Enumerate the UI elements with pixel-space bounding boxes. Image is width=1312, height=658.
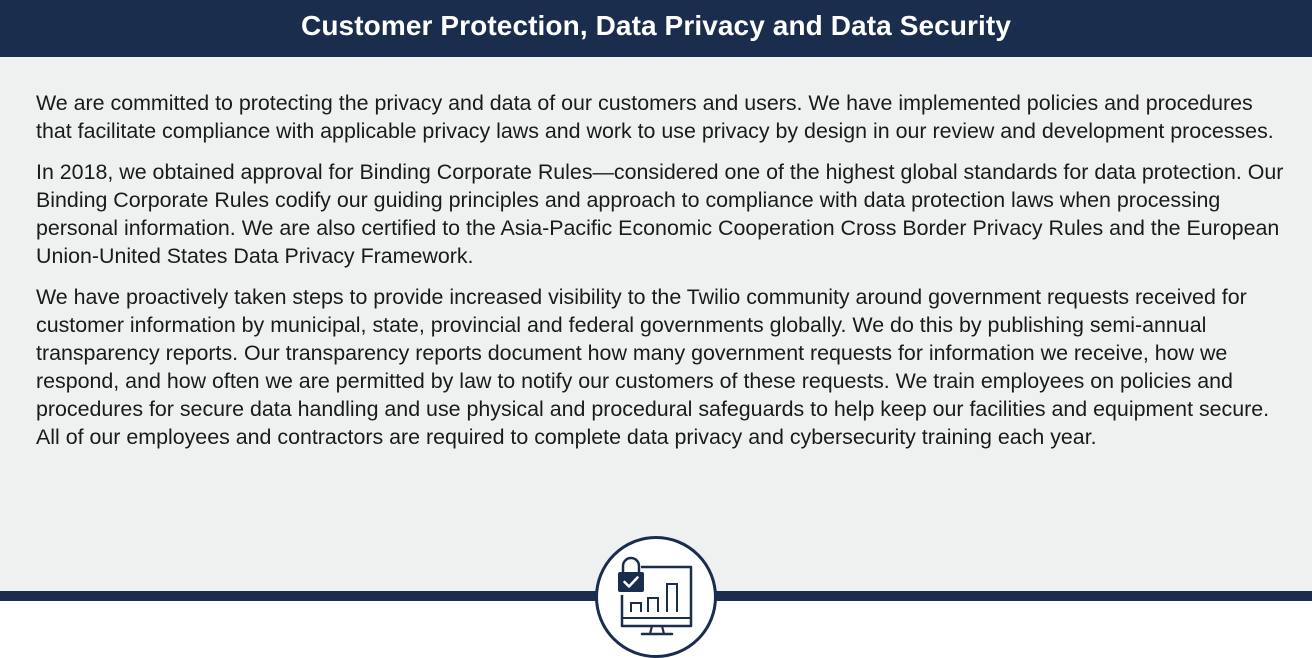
body-text (36, 89, 1286, 464)
paragraph-transparency-reports: We have proactively taken steps to provide increased visibility to the Twilio community around government requests received for customer information by municipal, state, provincial and federal governments globally. We do this by publishing semi-annual transparency reports. Our transparency reports document how many government requests for information we receive, how we respond, and how often we are permitted by law to notify our customers of these requests. We train employees on policies and procedures for secure data handling and use physical and procedural safeguards to help keep our facilities and equipment secure. All of our employees and contractors are required to complete data privacy and cybersecurity training each year. (36, 285, 1270, 449)
header-bar (0, 0, 1312, 57)
content-panel (0, 57, 1312, 591)
secure-monitor-chart-icon (598, 539, 714, 655)
paragraph-privacy-commitment: We are committed to protecting the privacy and data of our customers and users. We have implemented policies and procedures that facilitate compliance with applicable privacy laws and work to use privacy by design in our review and development processes. (36, 91, 1274, 143)
paragraph-binding-corporate-rules: In 2018, we obtained approval for Binding Corporate Rules—considered one of the highest global standards for data protection. Our Binding Corporate Rules codify our guiding principles and approach to compliance with data protection laws when processing personal information. We are also certified to the Asia-Pacific Economic Cooperation Cross Border Privacy Rules and the European Union-United States Data Privacy Framework. (36, 160, 1284, 268)
page-title: Customer Protection, Data Privacy and Data Security (301, 9, 1011, 41)
security-badge (595, 536, 717, 658)
